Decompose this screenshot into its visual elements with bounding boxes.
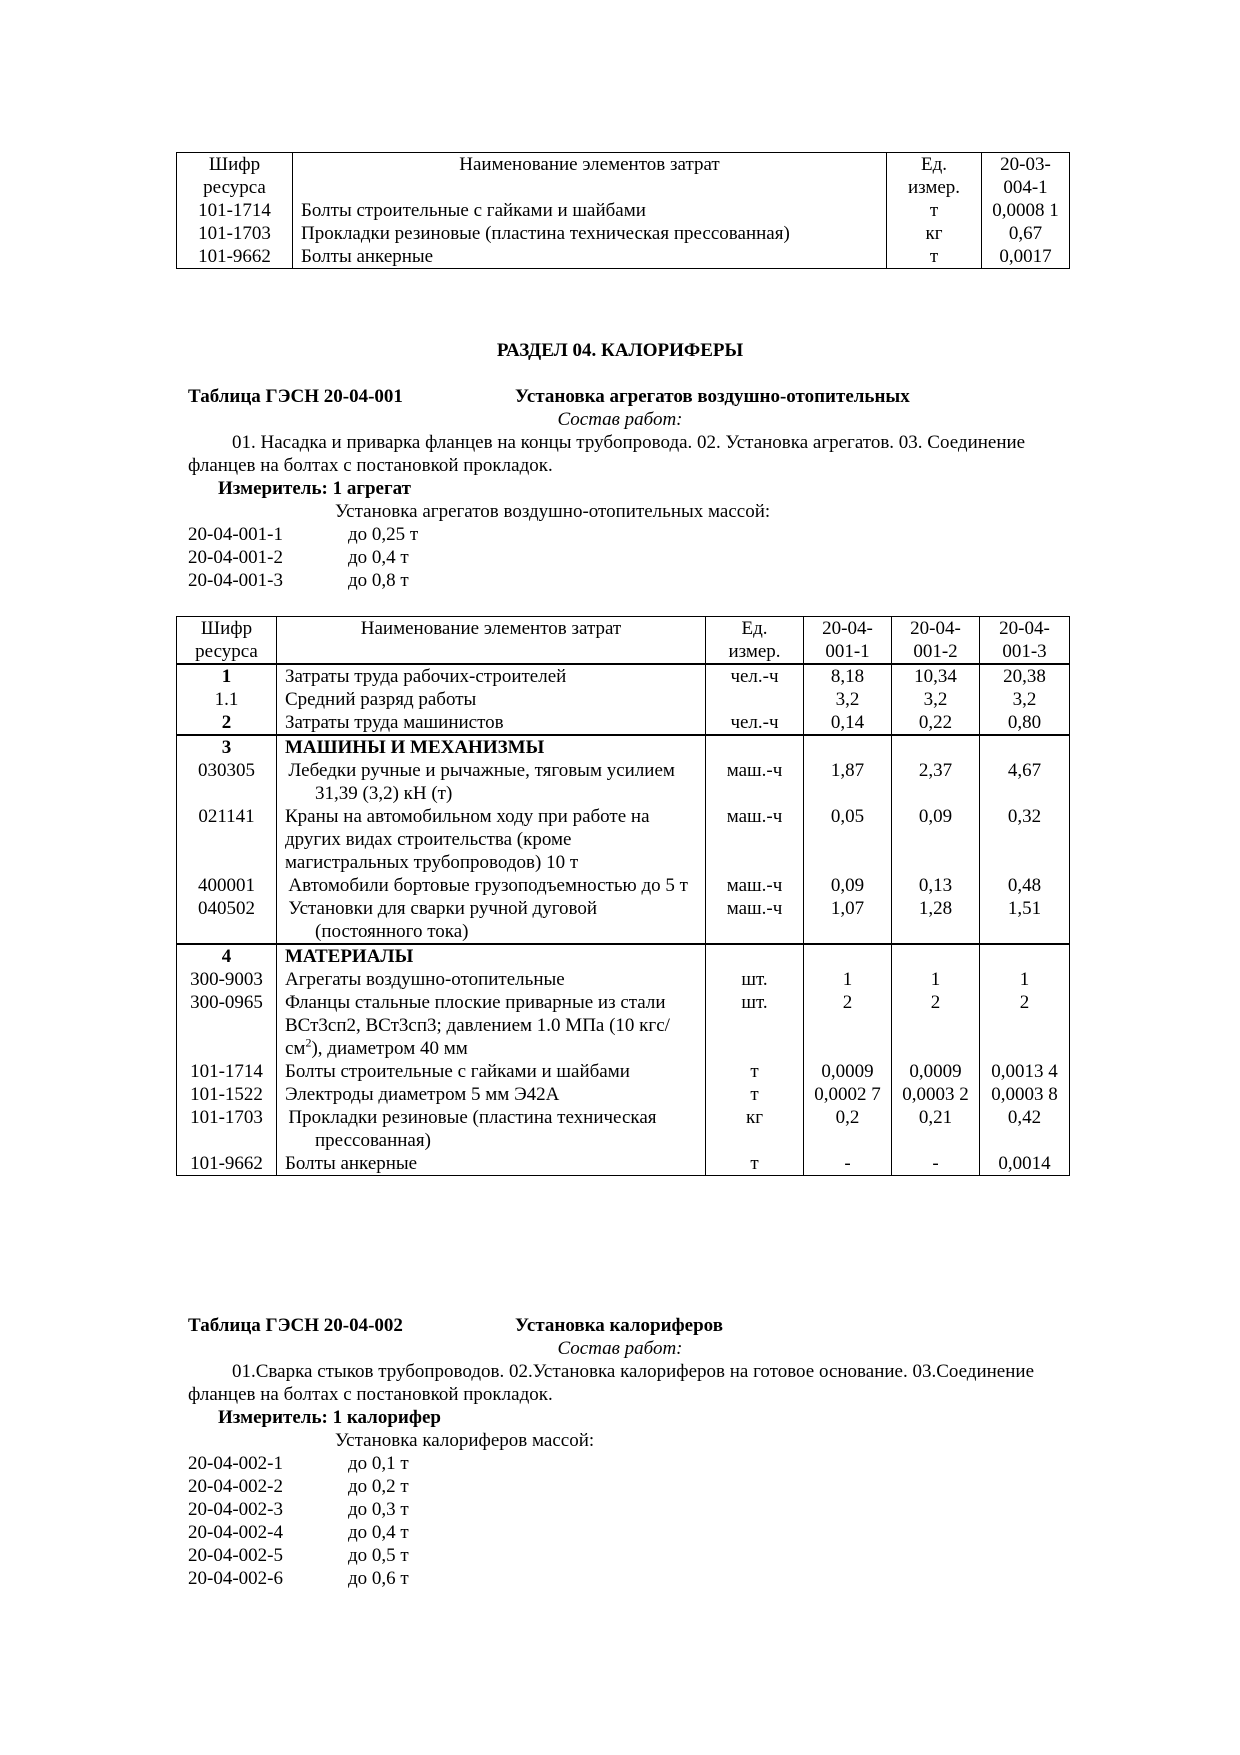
resource-code: 1 [177, 664, 277, 688]
norm-desc: до 0,4 т [348, 1522, 409, 1543]
unit: т [706, 1083, 804, 1106]
norm-value: 1 [980, 968, 1070, 991]
composition-text: 01.Сварка стыков трубопроводов. 02.Установка калориферов на готовое основание. 03.Соединение фланцев на болтах с постановкой прокладок. [188, 1361, 1035, 1405]
norm-value: 8,18 [804, 664, 892, 688]
unit: т [887, 245, 982, 269]
cost-element-name: Лебедки ручные и рычажные, тяговым усилием 31,39 (3,2) кН (т) [277, 759, 706, 805]
norm-value: 0,48 [980, 874, 1070, 897]
norm-code: 20-04-002-2 [188, 1476, 283, 1497]
resource-code: 101-9662 [177, 245, 293, 269]
resource-code: 4 [177, 944, 277, 968]
resource-code: 040502 [177, 897, 277, 944]
items-intro: Установка калориферов массой: [335, 1430, 595, 1451]
norm-value: 1 [804, 968, 892, 991]
unit: кг [706, 1106, 804, 1152]
header-cost-element: Наименование элементов затрат [293, 153, 887, 200]
table-name: Установка агрегатов воздушно-отопительных [515, 386, 910, 407]
cost-element-name: Прокладки резиновые (пластина техническая прессованная) [293, 222, 887, 245]
norm-value: 0,09 [892, 805, 980, 874]
section-row-machines [177, 735, 1070, 759]
norm-value: - [804, 1152, 892, 1176]
norm-value: - [892, 1152, 980, 1176]
resource-table-20-03-004 [176, 152, 1070, 269]
cost-element-name: Средний разряд работы [277, 688, 706, 711]
unit: кг [887, 222, 982, 245]
norm-code: 20-04-001-1 [188, 524, 283, 545]
resource-code: 101-9662 [177, 1152, 277, 1176]
header-norm-code: 20-03-004-1 [982, 153, 1070, 200]
table-row [177, 991, 1070, 1060]
resource-code: 030305 [177, 759, 277, 805]
norm-value: 0,2 [804, 1106, 892, 1152]
norm-value: 2 [892, 991, 980, 1060]
flange-description: Фланцы стальные плоские приварные из стали ВСт3сп2, ВСт3сп3; давлением 1.0 МПа (10 кгс/см [285, 992, 670, 1059]
norm-value: 0,42 [980, 1106, 1070, 1152]
norm-value: 0,09 [804, 874, 892, 897]
norm-code: 20-04-002-1 [188, 1453, 283, 1474]
cost-element-name: Болты анкерные [293, 245, 887, 269]
cost-element-name [277, 991, 706, 1060]
header-norm-code: 20-04-001-1 [804, 617, 892, 665]
norm-value: 0,22 [892, 711, 980, 735]
table-row [177, 897, 1070, 944]
composition-label: Состав работ: [557, 409, 683, 430]
table-header-row [177, 153, 1070, 200]
norm-value: 2 [980, 991, 1070, 1060]
norm-value: 10,34 [892, 664, 980, 688]
measure-unit: Измеритель: 1 калорифер [218, 1407, 441, 1428]
resource-code: 101-1714 [177, 199, 293, 222]
norm-value: 0,0009 [804, 1060, 892, 1083]
norm-value: 0,0003 2 [892, 1083, 980, 1106]
norm-desc: до 0,1 т [348, 1453, 409, 1474]
table-row [177, 968, 1070, 991]
cost-element-name: Прокладки резиновые (пластина техническая прессованная) [277, 1106, 706, 1152]
cost-element-name: Электроды диаметром 5 мм Э42А [277, 1083, 706, 1106]
norm-value: 1,07 [804, 897, 892, 944]
header-unit: Ед. измер. [887, 153, 982, 200]
norm-desc: до 0,4 т [348, 547, 409, 568]
norm-desc: до 0,2 т [348, 1476, 409, 1497]
table-name: Установка калориферов [515, 1315, 723, 1336]
table-row [177, 222, 1070, 245]
unit: чел.-ч [706, 711, 804, 735]
norm-value: 0,21 [892, 1106, 980, 1152]
norm-value: 1,28 [892, 897, 980, 944]
unit: маш.-ч [706, 805, 804, 874]
norm-value: 0,32 [980, 805, 1070, 874]
table-row [177, 1152, 1070, 1176]
table-code: Таблица ГЭСН 20-04-002 [188, 1315, 403, 1336]
section-heading: МАТЕРИАЛЫ [277, 944, 706, 968]
cost-element-name: Краны на автомобильном ходу при работе на других видах строительства (кроме магистральных трубопроводов) 10 т [277, 805, 706, 874]
norm-value: 0,0002 7 [804, 1083, 892, 1106]
section-row-materials [177, 944, 1070, 968]
unit [706, 688, 804, 711]
composition-label: Состав работ: [557, 1338, 683, 1359]
resource-code: 101-1522 [177, 1083, 277, 1106]
table-row [177, 1106, 1070, 1152]
norm-code: 20-04-001-3 [188, 570, 283, 591]
unit: маш.-ч [706, 759, 804, 805]
norm-value: 0,05 [804, 805, 892, 874]
table-row [177, 874, 1070, 897]
norm-value: 0,0003 8 [980, 1083, 1070, 1106]
cost-element-name: Автомобили бортовые грузоподъемностью до 5 т [277, 874, 706, 897]
norm-value: 0,0013 4 [980, 1060, 1070, 1083]
norm-value: 0,13 [892, 874, 980, 897]
norm-code: 20-04-002-4 [188, 1522, 283, 1543]
resource-table-20-04-001 [176, 616, 1070, 1176]
norm-value: 3,2 [804, 688, 892, 711]
resource-code: 300-9003 [177, 968, 277, 991]
norm-value: 0,14 [804, 711, 892, 735]
norm-desc: до 0,5 т [348, 1545, 409, 1566]
norm-value: 4,67 [980, 759, 1070, 805]
flange-description-tail: ), диаметром 40 мм [311, 1038, 468, 1059]
header-resource-code: Шифр ресурса [177, 617, 277, 665]
unit: чел.-ч [706, 664, 804, 688]
norm-value: 20,38 [980, 664, 1070, 688]
resource-code: 3 [177, 735, 277, 759]
header-resource-code: Шифр ресурса [177, 153, 293, 200]
unit: маш.-ч [706, 874, 804, 897]
cost-element-name: Затраты труда машинистов [277, 711, 706, 735]
norm-desc: до 0,6 т [348, 1568, 409, 1589]
resource-code: 101-1703 [177, 1106, 277, 1152]
norm-value: 2 [804, 991, 892, 1060]
header-cost-element: Наименование элементов затрат [277, 617, 706, 665]
cost-element-name: Болты строительные с гайками и шайбами [293, 199, 887, 222]
section-heading: МАШИНЫ И МЕХАНИЗМЫ [277, 735, 706, 759]
measure-unit: Измеритель: 1 агрегат [218, 478, 411, 499]
header-norm-code: 20-04-001-3 [980, 617, 1070, 665]
items-intro: Установка агрегатов воздушно-отопительных массой: [335, 501, 771, 522]
norm-value: 3,2 [892, 688, 980, 711]
norm-desc: до 0,25 т [348, 524, 419, 545]
cost-element-name: Затраты труда рабочих-строителей [277, 664, 706, 688]
table-header-row [177, 617, 1070, 665]
header-norm-code: 20-04-001-2 [892, 617, 980, 665]
section-title: РАЗДЕЛ 04. КАЛОРИФЕРЫ [496, 340, 744, 361]
resource-code: 021141 [177, 805, 277, 874]
table-row [177, 688, 1070, 711]
cost-element-name: Болты строительные с гайками и шайбами [277, 1060, 706, 1083]
flange-superscript: 2 [305, 1035, 312, 1050]
resource-code: 400001 [177, 874, 277, 897]
unit: маш.-ч [706, 897, 804, 944]
composition-text: 01. Насадка и приварка фланцев на концы трубопровода. 02. Установка агрегатов. 03. Соединение фланцев на болтах с постановкой прокладок. [188, 432, 1026, 476]
norm-value: 0,67 [982, 222, 1070, 245]
unit: шт. [706, 968, 804, 991]
norm-value: 0,0008 1 [982, 199, 1070, 222]
unit: т [706, 1152, 804, 1176]
table-row [177, 245, 1070, 269]
norm-code: 20-04-002-6 [188, 1568, 283, 1589]
unit: т [887, 199, 982, 222]
cost-element-name: Агрегаты воздушно-отопительные [277, 968, 706, 991]
norm-desc: до 0,8 т [348, 570, 409, 591]
norm-value: 1 [892, 968, 980, 991]
norm-code: 20-04-002-5 [188, 1545, 283, 1566]
table-row [177, 805, 1070, 874]
cost-element-name: Болты анкерные [277, 1152, 706, 1176]
unit: т [706, 1060, 804, 1083]
norm-value: 1,51 [980, 897, 1070, 944]
norm-value: 0,0014 [980, 1152, 1070, 1176]
resource-code: 101-1703 [177, 222, 293, 245]
resource-code: 300-0965 [177, 991, 277, 1060]
table-row [177, 1083, 1070, 1106]
norm-desc: до 0,3 т [348, 1499, 409, 1520]
norm-code: 20-04-001-2 [188, 547, 283, 568]
norm-value: 0,0017 [982, 245, 1070, 269]
norm-value: 1,87 [804, 759, 892, 805]
norm-value: 3,2 [980, 688, 1070, 711]
norm-value: 2,37 [892, 759, 980, 805]
norm-code: 20-04-002-3 [188, 1499, 283, 1520]
cost-element-name: Установки для сварки ручной дуговой (постоянного тока) [277, 897, 706, 944]
resource-code: 101-1714 [177, 1060, 277, 1083]
resource-code: 1.1 [177, 688, 277, 711]
norm-value: 0,0009 [892, 1060, 980, 1083]
resource-code: 2 [177, 711, 277, 735]
table-row [177, 199, 1070, 222]
table-row [177, 759, 1070, 805]
table-code: Таблица ГЭСН 20-04-001 [188, 386, 403, 407]
header-unit: Ед. измер. [706, 617, 804, 665]
table-row [177, 1060, 1070, 1083]
unit: шт. [706, 991, 804, 1060]
norm-value: 0,80 [980, 711, 1070, 735]
table-row [177, 711, 1070, 735]
table-row [177, 664, 1070, 688]
